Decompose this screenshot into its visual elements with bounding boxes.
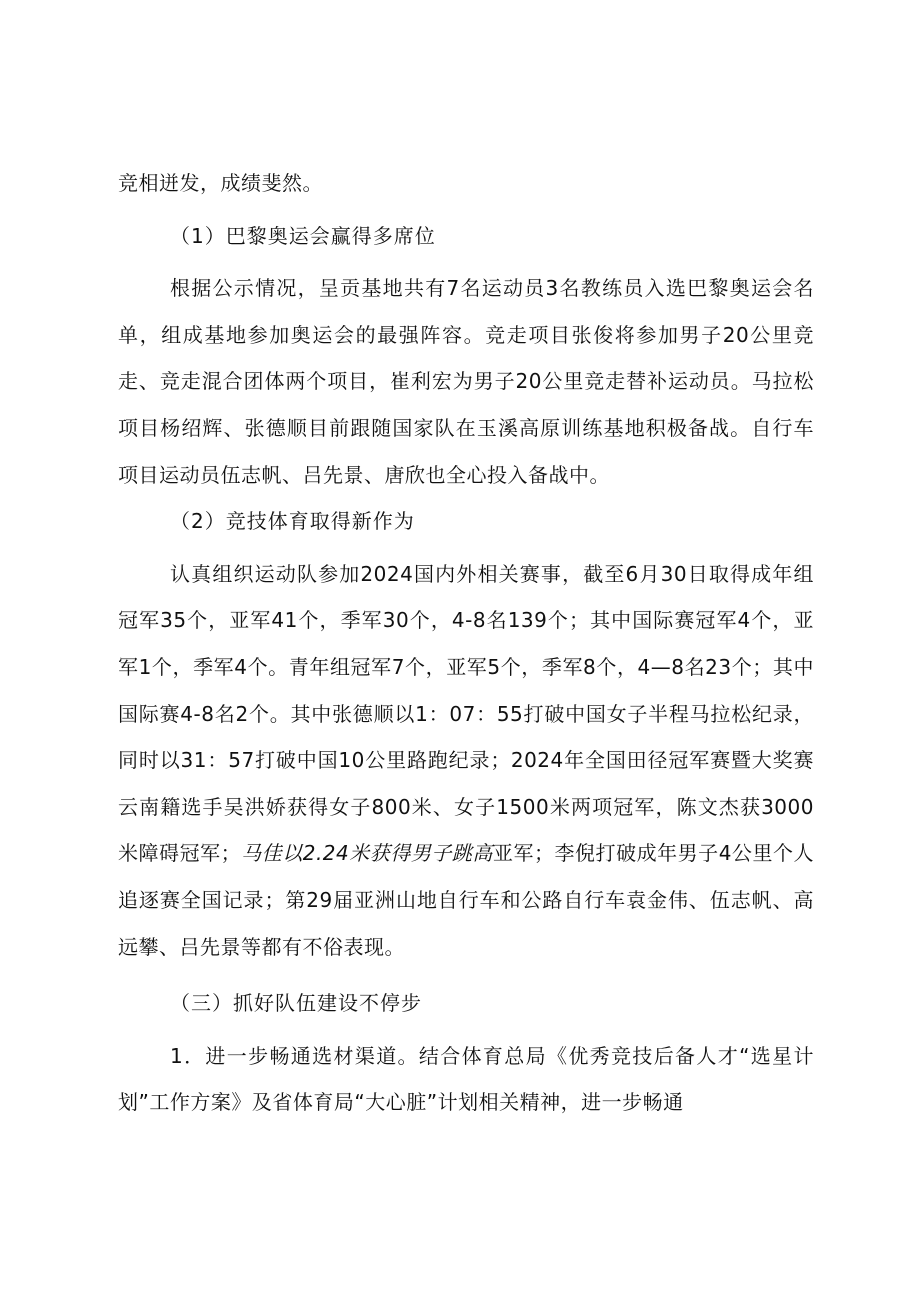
paragraph-talent-selection: 1．进一步畅通选材渠道。结合体育总局《优秀竞技后备人才“选星计划”工作方案》及省体育局“大心脏”计划相关精神，进一步畅通 bbox=[118, 1043, 814, 1115]
section-heading-competitive-sports: （2）竞技体育取得新作为 bbox=[170, 509, 415, 534]
results-text-italic: 马佳以2.24米获得男子跳高 bbox=[241, 841, 493, 866]
document-body bbox=[118, 160, 814, 1126]
results-text-part-2: 亚军；李倪打破成年男子4公里个人追逐赛全国记录；第29届亚洲山地自行车和公路自行车袁金伟、伍志帆、高远攀、吕先景等都有不俗表现。 bbox=[118, 841, 815, 959]
paragraph-continuation: 竞相迸发，成绩斐然。 bbox=[118, 171, 323, 195]
paragraph-olympic-selection: 根据公示情况，呈贡基地共有7名运动员3名教练员入选巴黎奥运会名单，组成基地参加奥运会的最强阵容。竞走项目张俊将参加男子20公里竞走、竞走混合团体两个项目，崔利宏为男子20公里竞走替补运动员。马拉松项目杨绍辉、张德顺目前跟随国家队在玉溪高原训练基地积极备战。自行车项目运动员伍志帆、吕先景、唐欣也全心投入备战中。 bbox=[118, 276, 814, 487]
results-text-part-1: 认真组织运动队参加2024国内外相关赛事，截至6月30日取得成年组冠军35个，亚军41个，季军30个，4-8名139个；其中国际赛冠军4个，亚军1个，季军4个。青年组冠军7个，亚军5个，季军8个，4—8名23个；其中国际赛4-8名2个。其中张德顺以1：07：55打破中国女子半程马拉松纪录，同时以31：57打破中国10公里路跑纪录；2024年全国田径冠军赛暨大奖赛云南籍选手吴洪娇获得女子800米、女子1500米两项冠军，陈文杰获3000米障碍冠军； bbox=[118, 561, 814, 866]
section-heading-team-building: （三）抓好队伍建设不停步 bbox=[170, 991, 422, 1016]
section-heading-paris-olympics: （1）巴黎奥运会赢得多席位 bbox=[170, 223, 436, 248]
paragraph-competition-results bbox=[118, 551, 814, 970]
